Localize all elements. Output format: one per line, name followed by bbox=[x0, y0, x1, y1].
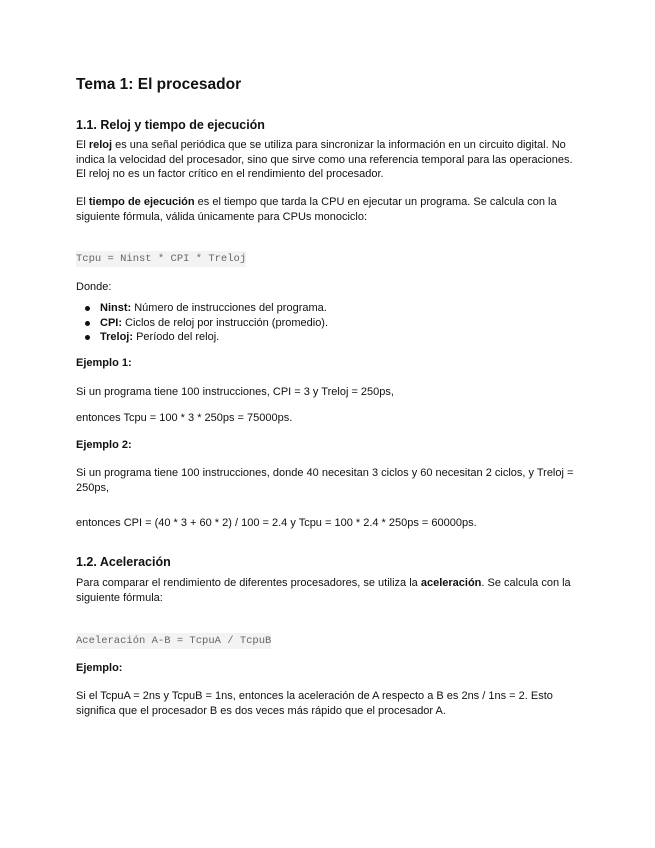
text-fragment: Para comparar el rendimiento de diferentes procesadores, se utiliza la bbox=[76, 577, 421, 589]
list-item bbox=[76, 316, 328, 331]
bullet-icon bbox=[85, 321, 90, 326]
bullet-icon bbox=[85, 306, 90, 311]
list-term: Ninst: bbox=[100, 302, 132, 314]
paragraph-aceleracion bbox=[76, 576, 581, 605]
text-fragment: es una señal periódica que se utiliza para sincronizar la información en un circuito digital. No indica la velocidad del procesador, sino que sirve como una referencia temporal para las operaciones. El reloj no es un factor crítico en el rendimiento del procesador. bbox=[76, 139, 573, 180]
list-item bbox=[76, 301, 328, 316]
ejemplo-1-label: Ejemplo 1: bbox=[76, 357, 132, 369]
paragraph-reloj bbox=[76, 138, 581, 182]
list-desc: Período del reloj. bbox=[133, 331, 220, 343]
text-fragment: . Se calcula con la siguiente fórmula: bbox=[76, 577, 571, 604]
text-fragment: es el tiempo que tarda la CPU en ejecutar un programa. Se calcula con la siguiente fórmula, válida únicamente para CPUs monociclo: bbox=[76, 196, 557, 223]
ejemplo-2-line-1: Si un programa tiene 100 instrucciones, donde 40 necesitan 3 ciclos y 60 necesitan 2 ciclos, y Treloj = 250ps, bbox=[76, 467, 574, 494]
donde-label: Donde: bbox=[76, 281, 112, 293]
paragraph-tiempo-ejecucion bbox=[76, 195, 581, 224]
ejemplo-text: Si el TcpuA = 2ns y TcpuB = 1ns, entonces la aceleración de A respecto a B es 2ns / 1ns = 2. Esto significa que el procesador B es dos veces más rápido que el procesador A. bbox=[76, 690, 553, 717]
text-fragment: El bbox=[76, 196, 89, 208]
bold-term-tiempo-ejecucion: tiempo de ejecución bbox=[88, 196, 195, 208]
list-term: CPI: bbox=[100, 316, 122, 329]
ejemplo-1-line-1: Si un programa tiene 100 instrucciones, CPI = 3 y Treloj = 250ps, bbox=[76, 386, 394, 398]
bullet-icon bbox=[85, 335, 90, 340]
formula-aceleracion: Aceleración A-B = TcpuA / TcpuB bbox=[76, 635, 272, 647]
bold-term-aceleracion: aceleración bbox=[420, 577, 482, 589]
list-desc: Número de instrucciones del programa. bbox=[131, 302, 327, 314]
bold-term-reloj: reloj bbox=[88, 139, 113, 151]
list-item bbox=[76, 330, 328, 345]
list-term: Treloj: bbox=[100, 331, 134, 343]
document-title: Tema 1: El procesador bbox=[76, 76, 242, 93]
ejemplo-1-line-2: entonces Tcpu = 100 * 3 * 250ps = 75000ps. bbox=[76, 412, 293, 424]
text-fragment: El bbox=[76, 139, 89, 151]
ejemplo-2-line-2: entonces CPI = (40 * 3 + 60 * 2) / 100 = 2.4 y Tcpu = 100 * 2.4 * 250ps = 60000ps. bbox=[76, 517, 477, 529]
ejemplo-label: Ejemplo: bbox=[76, 662, 123, 674]
formula-tcpu: Tcpu = Ninst * CPI * Treloj bbox=[76, 253, 247, 265]
ejemplo-2-label: Ejemplo 2: bbox=[76, 439, 132, 451]
list-desc: Ciclos de reloj por instrucción (promedio). bbox=[122, 316, 329, 329]
section-heading-reloj: 1.1. Reloj y tiempo de ejecución bbox=[76, 118, 265, 132]
section-heading-aceleracion: 1.2. Aceleración bbox=[76, 555, 171, 569]
variable-list bbox=[76, 301, 328, 345]
